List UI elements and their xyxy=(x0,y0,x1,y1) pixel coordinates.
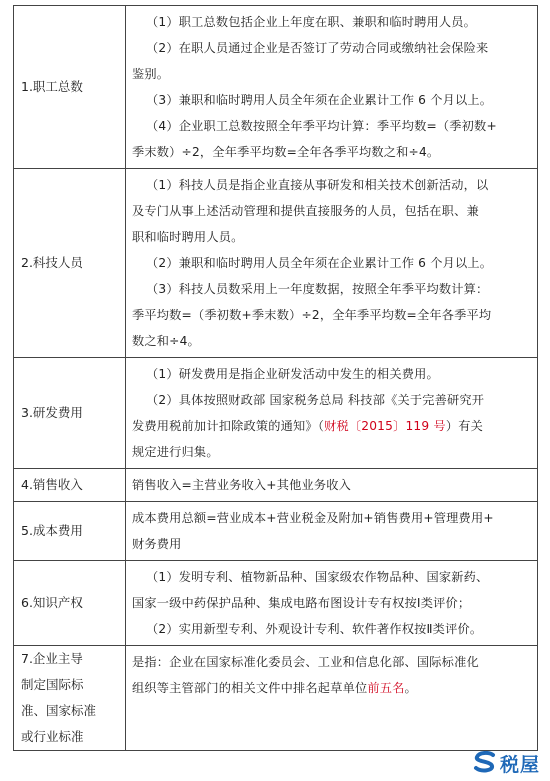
content-line: （3）科技人员数采用上一年度数据，按照全年季平均数计算： xyxy=(146,282,489,296)
content-line: 成本费用总额=营业成本+营业税金及附加+销售费用+管理费用+ xyxy=(132,511,494,525)
content-text: 。 xyxy=(404,681,417,695)
label-line: 或行业标准 xyxy=(21,729,84,744)
watermark-logo xyxy=(473,750,540,777)
content-text: 发费用税前加计扣除政策的通知》（ xyxy=(132,419,325,433)
row-label xyxy=(14,646,126,751)
content-line xyxy=(132,675,529,701)
table-row xyxy=(14,358,538,469)
content-line: （1）研发费用是指企业研发活动中发生的相关费用。 xyxy=(146,367,439,381)
content-line: （2）在职人员通过企业是否签订了劳动合同或缴纳社会保险来 xyxy=(146,41,489,55)
content-line: （1）发明专利、植物新品种、国家级农作物品种、国家新药、 xyxy=(146,570,489,584)
content-line: 规定进行归集。 xyxy=(132,445,219,459)
content-line: 数之和÷4。 xyxy=(132,334,200,348)
table-row xyxy=(14,169,538,358)
content-line: （2）兼职和临时聘用人员全年须在企业累计工作 6 个月以上。 xyxy=(146,256,493,270)
content-line: 及专门从事上述活动管理和提供直接服务的人员，包括在职、兼 xyxy=(132,204,479,218)
content-line: 销售收入=主营业务收入+其他业务收入 xyxy=(132,478,352,492)
row-label: 4.销售收入 xyxy=(14,469,126,502)
table-row xyxy=(14,646,538,751)
table-row xyxy=(14,502,538,561)
content-line: 是指：企业在国家标准化委员会、工业和信息化部、国际标准化 xyxy=(132,655,479,669)
content-line: （1）科技人员是指企业直接从事研发和相关技术创新活动，以 xyxy=(146,178,489,192)
label-line: 准、国家标准 xyxy=(21,703,97,718)
table-row xyxy=(14,561,538,646)
highlight-document-number: 财税〔2015〕119 号 xyxy=(324,419,446,433)
row-content xyxy=(126,469,538,502)
row-content xyxy=(126,6,538,169)
highlight-top-five: 前五名 xyxy=(367,681,405,695)
content-line: （1）职工总数包括企业上年度在职、兼职和临时聘用人员。 xyxy=(146,15,477,29)
row-label: 2.科技人员 xyxy=(14,169,126,358)
row-content xyxy=(126,561,538,646)
content-line: （2）具体按照财政部 国家税务总局 科技部《关于完善研究开 xyxy=(146,393,485,407)
s-mark-icon xyxy=(473,751,497,777)
content-line: （2）实用新型专利、外观设计专利、软件著作权按Ⅱ类评价。 xyxy=(146,622,483,636)
row-content xyxy=(126,502,538,561)
row-content xyxy=(126,646,538,751)
content-line: 季末数）÷2，全年季平均数=全年各季平均数之和÷4。 xyxy=(132,145,440,159)
content-line: 国家一级中药保护品种、集成电路布图设计专有权按Ⅰ类评价； xyxy=(132,596,471,610)
label-line: 制定国际标 xyxy=(21,677,84,692)
content-line: 鉴别。 xyxy=(132,67,170,81)
row-label: 6.知识产权 xyxy=(14,561,126,646)
definitions-table xyxy=(13,5,538,751)
content-text: 组织等主管部门的相关文件中排名起草单位 xyxy=(132,681,368,695)
row-content xyxy=(126,169,538,358)
content-text: ）有关 xyxy=(445,419,483,433)
content-line xyxy=(132,413,529,439)
content-line: 财务费用 xyxy=(132,537,182,551)
content-line: （3）兼职和临时聘用人员全年须在企业累计工作 6 个月以上。 xyxy=(146,93,493,107)
row-content xyxy=(126,358,538,469)
logo-text: 税屋 xyxy=(499,754,540,776)
content-line: （4）企业职工总数按照全年季平均计算：季平均数=（季初数+ xyxy=(146,119,497,133)
table-row xyxy=(14,6,538,169)
content-line: 职和临时聘用人员。 xyxy=(132,230,244,244)
content-line: 季平均数=（季初数+季末数）÷2，全年季平均数=全年各季平均 xyxy=(132,308,492,322)
row-label: 1.职工总数 xyxy=(14,6,126,169)
label-line: 7.企业主导 xyxy=(21,651,83,666)
table-row xyxy=(14,469,538,502)
row-label: 3.研发费用 xyxy=(14,358,126,469)
row-label: 5.成本费用 xyxy=(14,502,126,561)
